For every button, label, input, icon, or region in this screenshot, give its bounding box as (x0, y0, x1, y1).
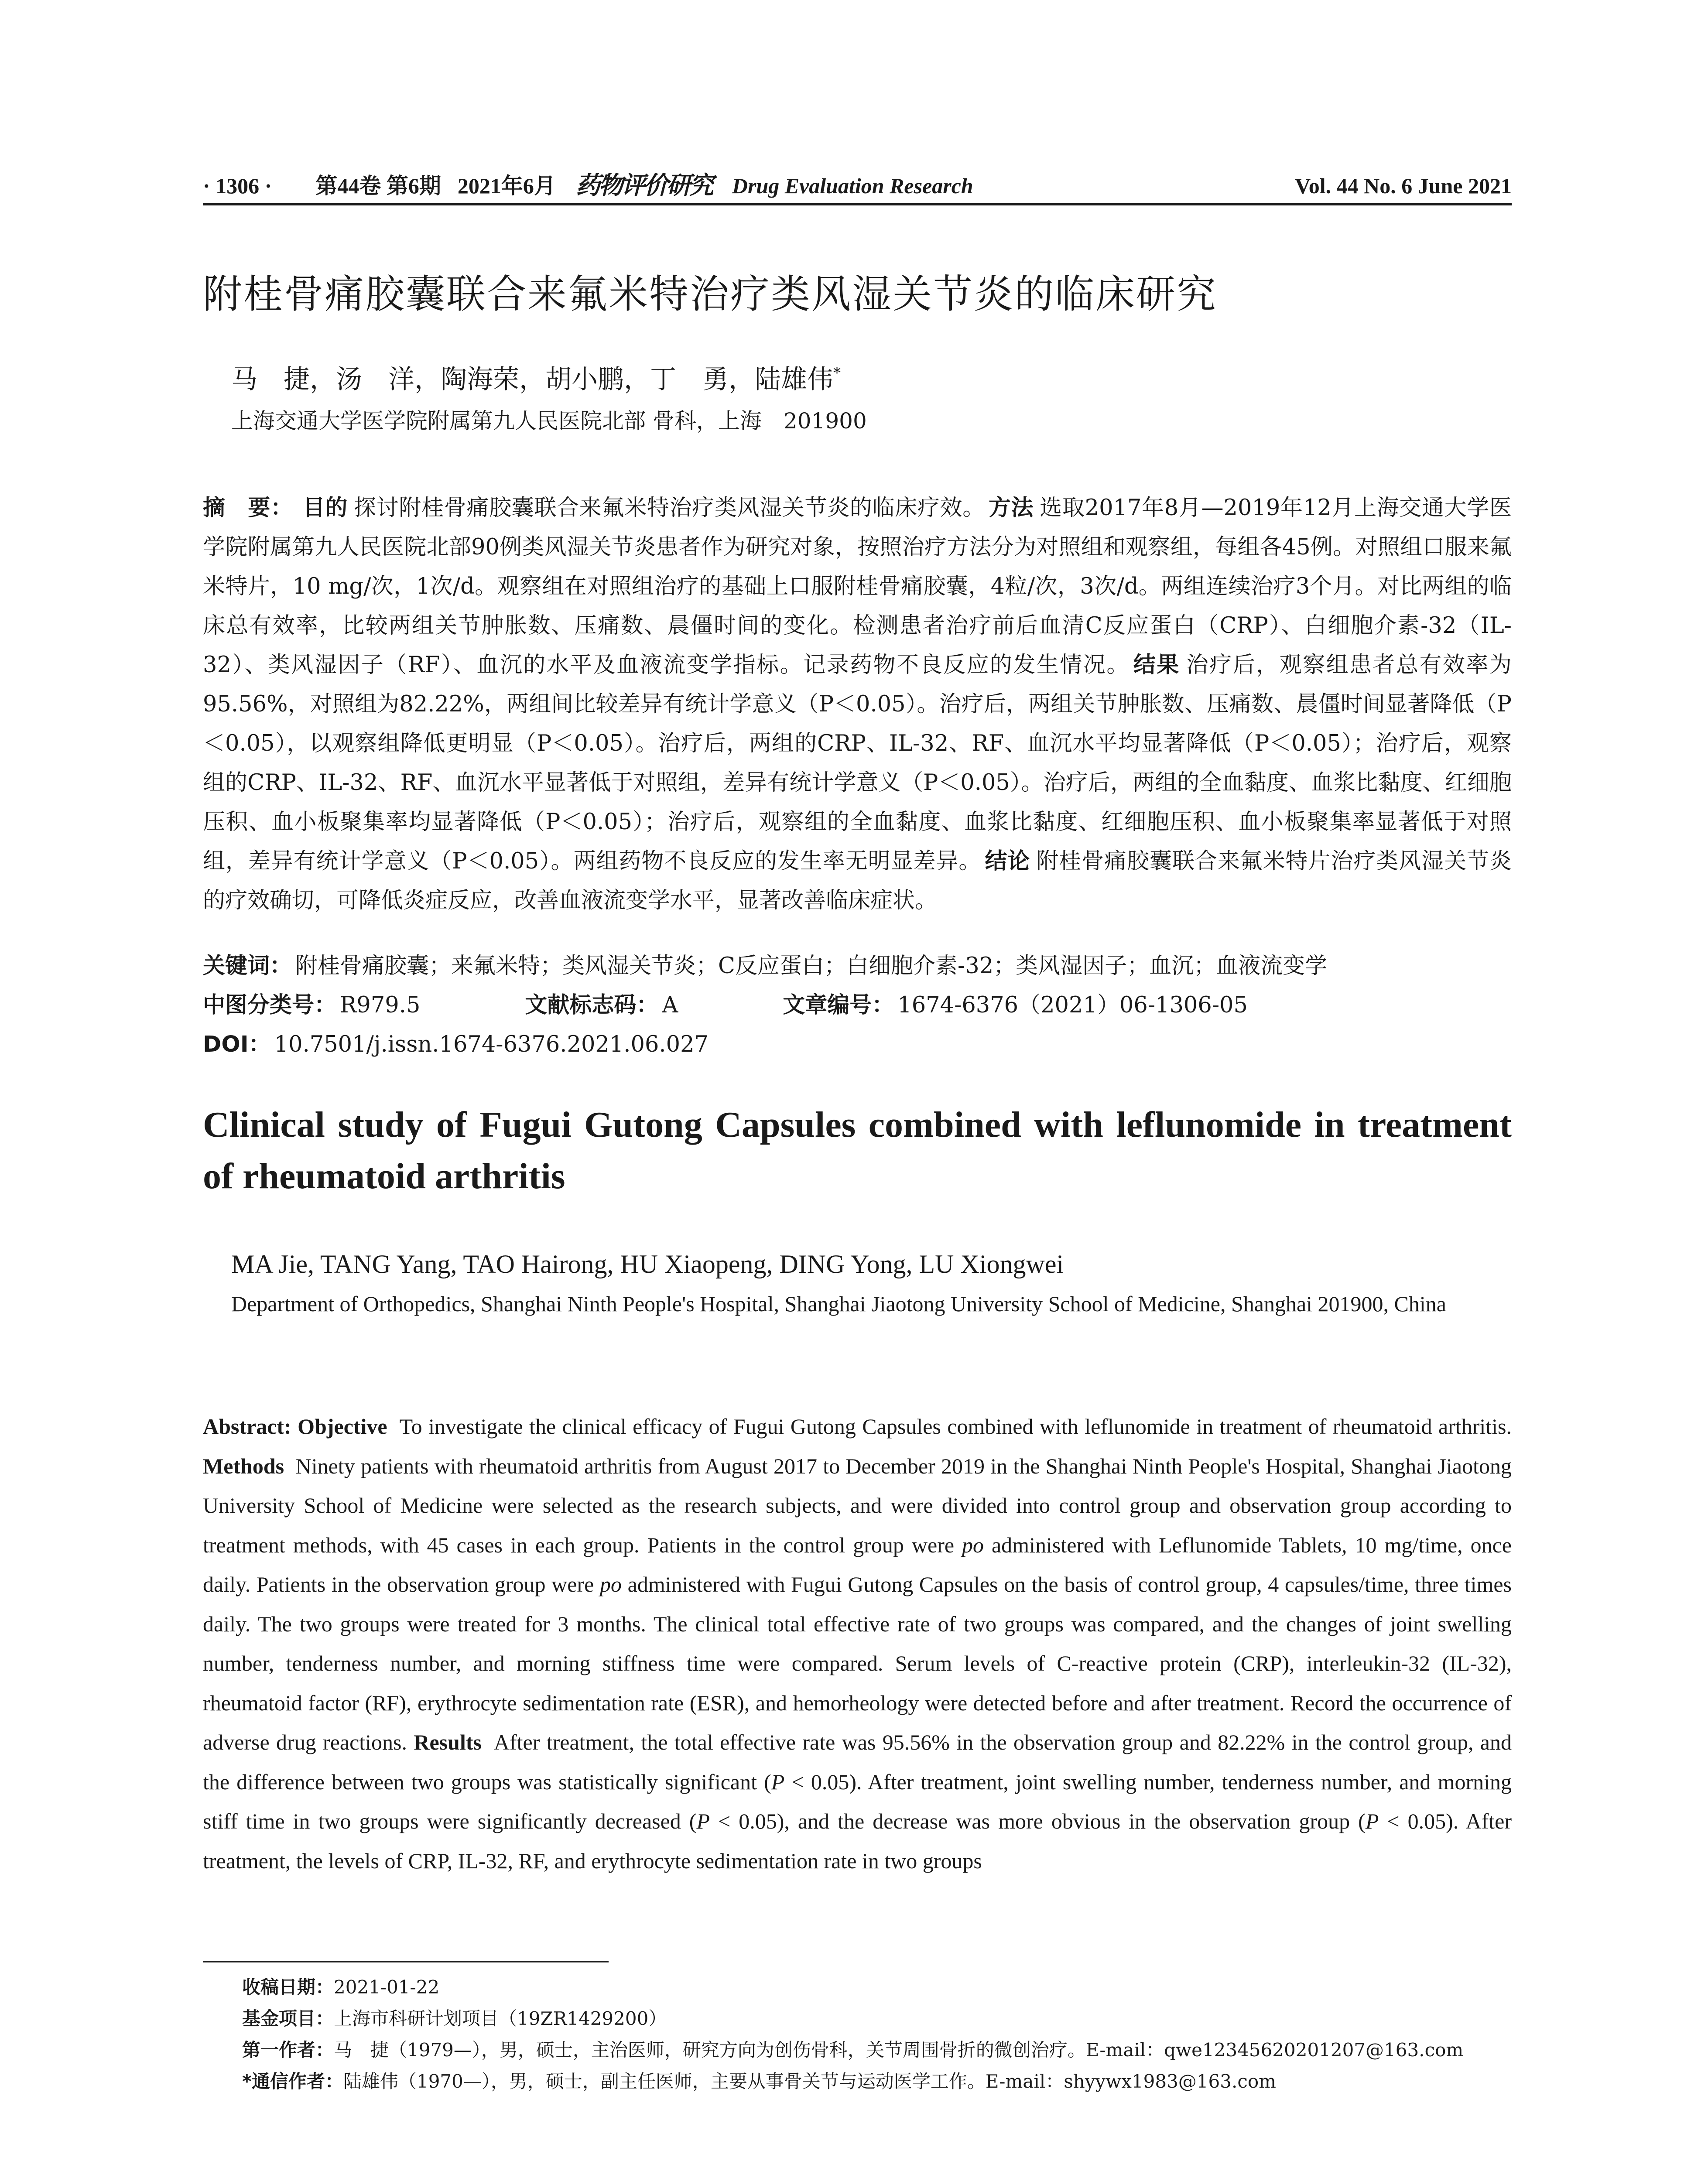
doc-code-value: A (662, 992, 678, 1018)
po-italic-2: po (599, 1572, 622, 1596)
doi-label: DOI： (203, 1032, 271, 1057)
corresponding-value: 陆雄伟（1970—），男，硕士，副主任医师，主要从事骨关节与运动医学工作。E-mail：shyywx1983@163.com (343, 2071, 1276, 2092)
keywords-cn-label: 关键词： (203, 953, 292, 979)
footnote-rule (203, 1961, 609, 1962)
p-italic-2: P (696, 1809, 710, 1833)
conclusion-cn: 附桂骨痛胶囊联合来氟米特片治疗类风湿关节炎的疗效确切，可降低炎症反应，改善血液流变学水平，显著改善临床症状。 (203, 848, 1512, 913)
journal-logo: 药物评价研究 (575, 172, 712, 199)
date-cn: 2021年6月 (457, 174, 556, 198)
first-author-value: 马 捷（1979—），男，硕士，主治医师，研究方向为创伤骨科，关节周围骨折的微创治疗。E-mail：qwe12345620201207@163.com (334, 2039, 1464, 2061)
title-en: Clinical study of Fugui Gutong Capsules combined with leflunomide in treatment of rheumatoid arthritis (203, 1104, 1512, 1196)
article-no-label: 文章编号： (783, 992, 894, 1018)
keywords-cn-text: 附桂骨痛胶囊；来氟米特；类风湿关节炎；C反应蛋白；白细胞介素-32；类风湿因子；血沉；血液流变学 (295, 953, 1328, 979)
methods-en-2: administered with Leflunomide Tablets, 10 mg/time, once daily. Patients in the observation group were (203, 1532, 1512, 1596)
results-en-4: < 0.05). After treatment, the levels of CRP, IL-32, RF, and erythrocyte sedimentation rate in two groups (203, 1809, 1512, 1873)
received-label: 收稿日期： (242, 1976, 334, 1998)
methods-en-3: administered with Fugui Gutong Capsules on the basis of control group, 4 capsules/time, three times daily. The two groups were treated for 3 months. The clinical total effective rate of two groups was compared, and the changes of joint swelling number, tenderness number, and morning stiffness time were compared. Serum levels of C-reactive protein (CRP), interleukin-32 (IL-32), rheumatoid factor (RF), erythrocyte sedimentation rate (ESR), and hemorheology were detected before and after treatment. Record the occurrence of adverse drug reactions. (203, 1572, 1512, 1754)
methods-en-label: Methods (203, 1453, 284, 1478)
methods-cn-label: 方法 (988, 495, 1034, 521)
footnote-fund (242, 2003, 1512, 2034)
authors-en: MA Jie, TANG Yang, TAO Hairong, HU Xiaopeng, DING Yong, LU Xiongwei (231, 1250, 1064, 1279)
clc-label: 中图分类号： (203, 992, 337, 1018)
affiliation-en: Department of Orthopedics, Shanghai Ninth People's Hospital, Shanghai Jiaotong University School of Medicine, Shanghai 201900, China (231, 1292, 1446, 1316)
first-author-label: 第一作者： (242, 2039, 334, 2061)
results-cn: 治疗后，观察组患者总有效率为95.56%，对照组为82.22%，两组间比较差异有统计学意义（P＜0.05）。治疗后，两组关节肿胀数、压痛数、晨僵时间显著降低（P＜0.05），以观察组降低更明显（P＜0.05）。治疗后，两组的CRP、IL-32、RF、血沉水平均显著降低（P＜0.05）；治疗后，观察组的CRP、IL-32、RF、血沉水平显著低于对照组，差异有统计学意义（P＜0.05）。治疗后，两组的全血黏度、血浆比黏度、红细胞压积、血小板聚集率均显著降低（P＜0.05）；治疗后，观察组的全血黏度、血浆比黏度、红细胞压积、血小板聚集率显著低于对照组，差异有统计学意义（P＜0.05）。两组药物不良反应的发生率无明显差异。 (203, 652, 1512, 874)
results-en-3: < 0.05), and the decrease was more obvious in the observation group ( (710, 1809, 1366, 1833)
objective-cn-label: 目的 (302, 495, 348, 521)
po-italic-1: po (962, 1532, 984, 1557)
conclusion-cn-label: 结论 (985, 848, 1030, 874)
p-italic-3: P (1365, 1809, 1379, 1833)
footnote-corresponding (242, 2066, 1512, 2097)
footnote-first-author (242, 2034, 1512, 2066)
abstract-en-label: Abstract: (203, 1414, 291, 1439)
footnotes (242, 1972, 1512, 2097)
journal-page (203, 0, 1512, 2181)
issue-cn: 第44卷 第6期 (315, 174, 441, 198)
fund-value: 上海市科研计划项目（19ZR1429200） (334, 2008, 667, 2029)
results-en-1: After treatment, the total effective rate was 95.56% in the observation group and 82.22% in the control group, and the difference between two groups was statistically significant ( (203, 1730, 1512, 1794)
objective-en-label: Objective (298, 1414, 387, 1439)
corresponding-label: *通信作者： (242, 2071, 343, 2092)
running-header (203, 169, 1512, 202)
fund-label: 基金项目： (242, 2008, 334, 2029)
authors-cn-names: 马 捷，汤 洋，陶海荣，胡小鹏，丁 勇，陆雄伟 (231, 364, 833, 395)
received-value: 2021-01-22 (334, 1976, 440, 1998)
objective-cn: 探讨附桂骨痛胶囊联合来氟米特治疗类风湿关节炎的临床疗效。 (354, 495, 985, 521)
classification-line (203, 986, 1512, 1025)
methods-cn: 选取2017年8月—2019年12月上海交通大学医学院附属第九人民医院北部90例类风湿关节炎患者作为研究对象，按照治疗方法分为对照组和观察组，每组各45例。对照组口服来氟米特片，10 mg/次，1次/d。观察组在对照组治疗的基础上口服附桂骨痛胶囊，4粒/次，3次/d。两组连续治疗3个月。对比两组的临床总有效率，比较两组关节肿胀数、压痛数、晨僵时间的变化。检测患者治疗前后血清C反应蛋白（CRP）、白细胞介素-32（IL-32）、类风湿因子（RF）、血沉的水平及血液流变学指标。记录药物不良反应的发生情况。 (203, 495, 1512, 678)
p-italic-1: P (771, 1769, 785, 1794)
results-cn-label: 结果 (1133, 652, 1180, 678)
abstract-en (203, 1407, 1512, 1880)
methods-en-1: Ninety patients with rheumatoid arthritis from August 2017 to December 2019 in the Shanghai Ninth People's Hospital, Shanghai Jiaotong University School of Medicine were selected as the research subjects, and were divided into control group and observation group according to treatment methods, with 45 cases in each group. Patients in the control group were (203, 1453, 1512, 1557)
page-number: · 1306 · (203, 174, 272, 198)
issue-en: Vol. 44 No. 6 June 2021 (1295, 174, 1512, 198)
doi-value: 10.7501/j.issn.1674-6376.2021.06.027 (274, 1032, 709, 1057)
title-cn: 附桂骨痛胶囊联合来氟米特治疗类风湿关节炎的临床研究 (203, 271, 1217, 317)
corresponding-mark: * (833, 364, 841, 382)
footnote-received (242, 1972, 1512, 2003)
affiliation-cn: 上海交通大学医学院附属第九人民医院北部 骨科，上海 201900 (231, 408, 867, 434)
abstract-cn (203, 489, 1512, 920)
doi-line (203, 1025, 1512, 1064)
abstract-cn-label: 摘 要： (203, 495, 293, 521)
results-en-2: < 0.05). After treatment, joint swelling number, tenderness number, and morning stiff time in two groups were significantly decreased ( (203, 1769, 1512, 1833)
article-no-value: 1674-6376（2021）06-1306-05 (897, 992, 1248, 1018)
results-en-label: Results (414, 1730, 482, 1754)
clc-value: R979.5 (340, 992, 421, 1018)
keywords-cn (203, 947, 1512, 986)
header-rule (203, 203, 1512, 205)
objective-en: To investigate the clinical efficacy of Fugui Gutong Capsules combined with leflunomide in treatment of rheumatoid arthritis. (399, 1414, 1512, 1439)
doc-code-label: 文献标志码： (525, 992, 659, 1018)
authors-cn (231, 362, 841, 401)
journal-name-en: Drug Evaluation Research (732, 174, 973, 198)
